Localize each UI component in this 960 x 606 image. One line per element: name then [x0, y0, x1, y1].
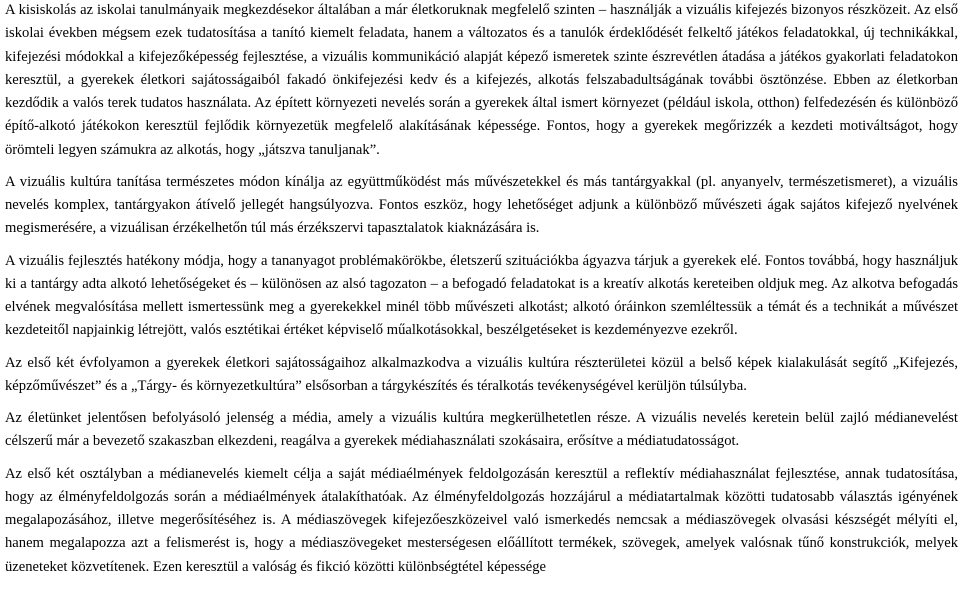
paragraph-5: Az életünket jelentősen befolyásoló jelenség a média, amely a vizuális kultúra megkerülhetetlen része. A vizuális nevelés keretein belül zajló médianevelést célszerű már a bevezető szakaszban elkezdeni, reagálva a gyerekek médiahasználati szokásaira, erősítve a médiatudatosságot.	[5, 410, 958, 450]
document-page	[5, 0, 958, 588]
paragraph-2: A vizuális kultúra tanítása természetes módon kínálja az együttműködést más művészetekkel és más tantárgyakkal (pl. anyanyelv, természetismeret), a vizuális nevelés komplex, tantárgyakon átívelő jellegét hangsúlyozva. Fontos eszköz, hogy lehetőséget adjunk a különböző művészeti ágak sajátos kifejező nyelvének megismerésére, a vizuálisan érzékelhetőn túl más érzékszervi tapasztalatok kiaknázására is.	[5, 173, 958, 237]
paragraph-6: Az első két osztályban a médianevelés kiemelt célja a saját médiaélmények feldolgozásán keresztül a reflektív médiahasználat fejlesztése, annak tudatosítása, hogy az élményfeldolgozás során a médiaélmények átalakíthatóak. Az élményfeldolgozás hozzájárul a médiatartalmak közötti tudatosabb választás igényének megalapozásához, illetve megerősítéséhez is. A médiaszövegek kifejezőeszközeivel való ismerkedés nemcsak a médiaszövegek olvasási készségét mélyíti el, hanem megalapozza azt a felismerést is, hogy a médiaszövegeket mesterségesen előállított termékek, szövegek, amelyek valósnak tűnő konstrukciók, melyek üzeneteket közvetítenek. Ezen keresztül a valóság és fikció közötti különbségtétel képessége	[5, 465, 958, 575]
paragraph-4: Az első két évfolyamon a gyerekek életkori sajátosságaihoz alkalmazkodva a vizuális kultúra részterületei közül a belső képek kialakulását segítő „Kifejezés, képzőművészet” és a „Tárgy- és környezetkultúra” elsősorban a tárgykészítés és téralkotás tevékenységével kerüljön túlsúlyba.	[5, 354, 958, 394]
paragraph-1: A kisiskolás az iskolai tanulmányaik megkezdésekor általában a már életkoruknak megfelelő szinten – használják a vizuális kifejezés bizonyos részközeit. Az első iskolai években mégsem ezek tudatosítása a tanító kiemelt feladata, hanem a változatos és a tanulók érdeklődését felkeltő játékos feladatokkal, új technikákkal, kifejezési módokkal a kifejezőképesség fejlesztése, a vizuális kommunikáció alapját képező ismeretek szinte észrevétlen átadása a játékos gyakorlati feladatokon keresztül, a gyerekek életkori sajátosságaiból fakadó önkifejezési kedv és a kifejezés, alkotás felszabadultságának további ösztönzése. Ebben az életkorban kezdődik a valós terek tudatos használata. Az épített környezeti nevelés során a gyerekek által ismert környezet (például iskola, otthon) felfedezésén és különböző építő-alkotó játékokon keresztül fejlődik környezetük megfelelő alakításának képessége. Fontos, hogy a gyerekek megőrizzék a kezdeti motiváltságot, hogy örömteli legyen számukra az alkotás, hogy „játszva tanuljanak”.	[5, 2, 958, 158]
paragraph-3: A vizuális fejlesztés hatékony módja, hogy a tananyagot problémakörökbe, életszerű szituációkba ágyazva tárjuk a gyerekek elé. Fontos továbbá, hogy használjuk ki a tantárgy adta alkotó lehetőségeket és – különösen az alsó tagozaton – a befogadó feladatokat is a kreatív alkotás kereteiben oldjuk meg. Az alkotva befogadás elvének megvalósítása mellett ismertessünk meg a gyerekekkel minél több művészeti alkotást; alkotó óráinkon szemléltessük a témát és a technikát a művészet kezdeteitől napjainkig létrejött, valós esztétikai értéket képviselő műalkotásokkal, beszélgetéseket is kezdeményezve ezekről.	[5, 252, 958, 339]
